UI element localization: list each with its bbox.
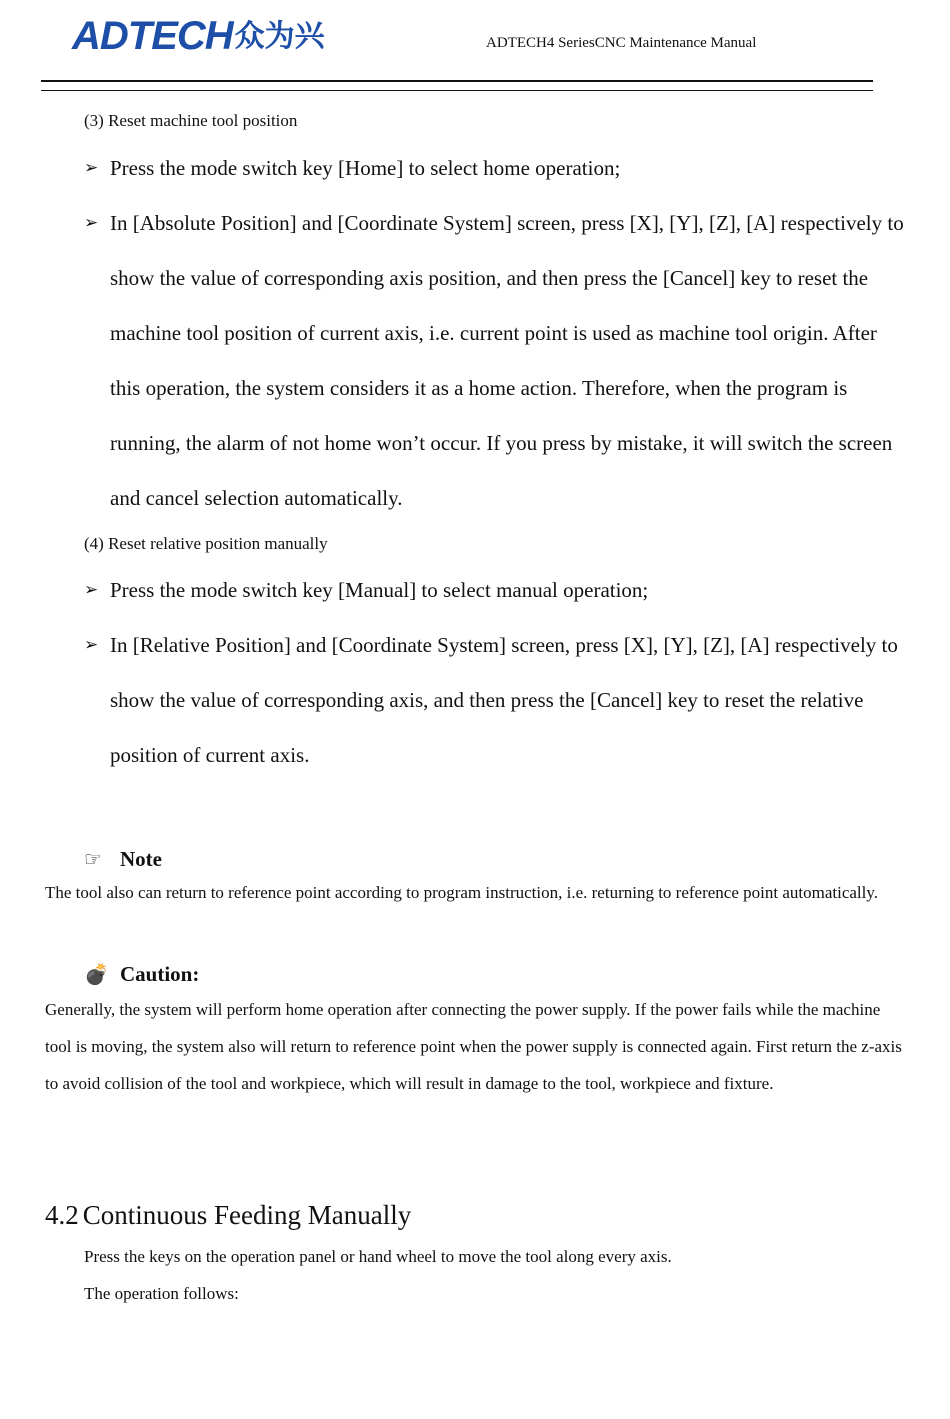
list-item: [84, 563, 906, 618]
arrow-bullet-icon: ➢: [84, 213, 99, 233]
bullet-text: Press the mode switch key [Manual] to select manual operation;: [110, 578, 649, 602]
header-rule-thick: [41, 80, 873, 82]
note-heading: [84, 846, 162, 872]
bullet-text: In [Absolute Position] and [Coordinate System] screen, press [X], [Y], [Z], [A] respectively to show the value of corresponding axis position, and then press the [Cancel] key to reset the machine tool position of current axis, i.e. current point is used as machine tool origin. After this operation, the system considers it as a home action. Therefore, when the program is running, the alarm of not home won’t occur. If you press by mistake, it will switch the screen and cancel selection automatically.: [110, 211, 904, 510]
arrow-bullet-icon: ➢: [84, 580, 99, 600]
manual-title: ADTECH4 SeriesCNC Maintenance Manual: [486, 35, 757, 51]
list-item: [84, 196, 906, 526]
section-number: 4.2: [45, 1200, 79, 1230]
note-text: The tool also can return to reference point according to program instruction, i.e. returning to reference point automatically.: [45, 883, 878, 902]
section-heading: [45, 1198, 411, 1232]
body-line: Press the keys on the operation panel or hand wheel to move the tool along every axis.: [84, 1247, 672, 1266]
section-title: Continuous Feeding Manually: [82, 1200, 412, 1230]
list-item: [84, 618, 906, 783]
adtech-logo: [72, 14, 325, 59]
list-item: [84, 141, 906, 196]
subheading-reset-machine-position: (3) Reset machine tool position: [84, 111, 298, 130]
caution-text: Generally, the system will perform home operation after connecting the power supply. If the power fails while the machine tool is moving, the system also will return to reference point when the power supply is connected again. First return the z-axis to avoid collision of the tool and workpiece, which will result in damage to the tool, workpiece and fixture.: [45, 1000, 902, 1093]
bomb-icon: 💣: [84, 962, 109, 986]
note-label: Note: [120, 847, 162, 871]
arrow-bullet-icon: ➢: [84, 158, 99, 178]
header-rule-thin: [41, 90, 873, 91]
logo-chinese-text: 众为兴: [234, 20, 325, 53]
page-header: [0, 0, 950, 100]
bullet-text: In [Relative Position] and [Coordinate System] screen, press [X], [Y], [Z], [A] respectively to show the value of corresponding axis, and then press the [Cancel] key to reset the relative position of current axis.: [110, 633, 898, 767]
logo-text: ADTECH: [72, 14, 233, 58]
arrow-bullet-icon: ➢: [84, 635, 99, 655]
body-line: The operation follows:: [84, 1284, 239, 1303]
caution-heading: [84, 961, 199, 987]
pointing-hand-icon: ☞: [84, 847, 102, 871]
bullet-text: Press the mode switch key [Home] to select home operation;: [110, 156, 621, 180]
caution-label: Caution:: [120, 962, 200, 986]
subheading-reset-relative-position: (4) Reset relative position manually: [84, 534, 328, 553]
